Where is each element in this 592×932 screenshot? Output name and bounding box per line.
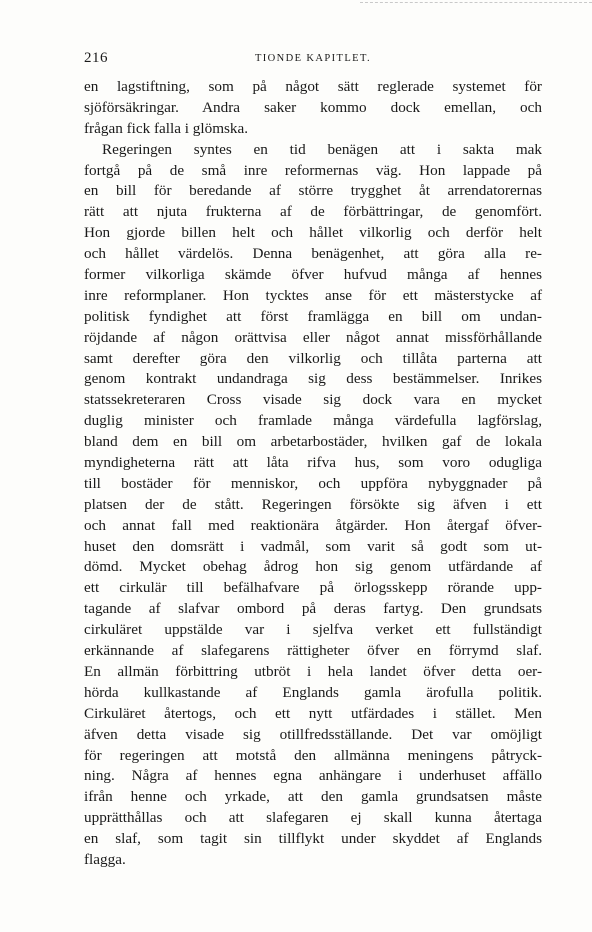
text-line: Hon gjorde billen helt och hållet vilkorlig och derför helt — [84, 224, 542, 242]
text-line: rätt att njuta frukterna af de förbättringar, de genomfört. — [84, 203, 542, 221]
text-line: hörda kullkastande af Englands gamla ärofulla politik. — [84, 683, 542, 701]
text-line: för regeringen att motstå den allmänna meningens påtryck- — [84, 746, 542, 764]
text-line: röjdande af någon orättvisa eller något annat missförhållande — [84, 328, 542, 346]
text-line: erkännande af slafegarens rättigheter öfver en förrymd slaf. — [84, 642, 542, 660]
text-line: en slaf, som tagit sin tillflykt under skyddet af Englands — [84, 830, 542, 848]
text-line: upprätthållas och att slafegaren ej skall kunna återtaga — [84, 809, 542, 827]
text-line: politisk fyndighet att först framlägga en bill om undan- — [84, 307, 542, 325]
page-number: 216 — [84, 50, 108, 66]
text-line: till bostäder för menniskor, och uppföra nybyggnader på — [84, 474, 542, 492]
text-line: ifrån henne och yrkade, att den gamla grundsatsen måste — [84, 788, 542, 806]
body-text — [84, 77, 542, 871]
text-line: cirkuläret uppstälde var i sjelfva verket ett fullständigt — [84, 621, 542, 639]
text-line: samt derefter göra den vilkorlig och tillåta parterna att — [84, 349, 542, 367]
text-line: frågan fick falla i glömska. — [84, 119, 249, 137]
text-line: sjöförsäkringar. Andra saker kommo dock emellan, och — [84, 98, 542, 116]
text-line: ning. Några af hennes egna anhängare i underhuset affällo — [84, 767, 542, 785]
text-line: Cirkuläret återtogs, och ett nytt utfärdades i stället. Men — [84, 704, 542, 722]
text-line: dömd. Mycket obehag ådrog hon sig genom utfärdande af — [84, 558, 542, 576]
running-head: TIONDE KAPITLET. — [254, 53, 372, 64]
text-line: bland dem en bill om arbetarbostäder, hvilken gaf de lokala — [84, 433, 542, 451]
text-line: genom kontrakt undandraga sig dess bestämmelser. Inrikes — [84, 370, 542, 388]
text-line: former vilkorliga skämde öfver hufvud många af hennes — [84, 266, 542, 284]
text-line: och hållet värdelös. Denna benägenhet, att göra alla re- — [84, 245, 542, 263]
text-line: äfven detta visade sig otillfredsställande. Det var omöjligt — [84, 725, 542, 743]
text-line: ett cirkulär till befälhafvare på örlogsskepp rörande upp- — [84, 579, 542, 597]
text-line: Regeringen syntes en tid benägen att i sakta mak — [102, 140, 542, 158]
text-line: platsen der de stått. Regeringen försökte sig äfven i ett — [84, 495, 542, 513]
text-line: fortgå på de små inre reformernas väg. Hon lappade på — [84, 161, 542, 179]
text-line: duglig minister och framlade många värdefulla lagförslag, — [84, 412, 542, 430]
text-line: flagga. — [84, 850, 126, 868]
text-line: inre reformplaner. Hon tycktes anse för ett mästerstycke af — [84, 286, 542, 304]
text-line: tagande af slafvar ombord på deras fartyg. Den grundsats — [84, 600, 542, 618]
text-line: en bill för beredande af större trygghet åt arrendatorernas — [84, 182, 542, 200]
text-line: en lagstiftning, som på något sätt reglerade systemet för — [84, 78, 542, 95]
text-line: En allmän förbittring utbröt i hela landet öfver detta oer- — [84, 662, 542, 680]
text-line: statssekreteraren Cross visade sig dock vara en mycket — [84, 391, 542, 409]
text-line: och annat fall med reaktionära åtgärder. Hon återgaf öfver- — [84, 516, 542, 534]
text-line: huset den domsrätt i vadmål, som varit så godt som ut- — [84, 537, 542, 555]
text-line: myndigheterna rätt att låta rifva hus, som voro odugliga — [84, 454, 542, 472]
page-header — [84, 50, 542, 70]
scan-edge-rule — [360, 2, 592, 5]
